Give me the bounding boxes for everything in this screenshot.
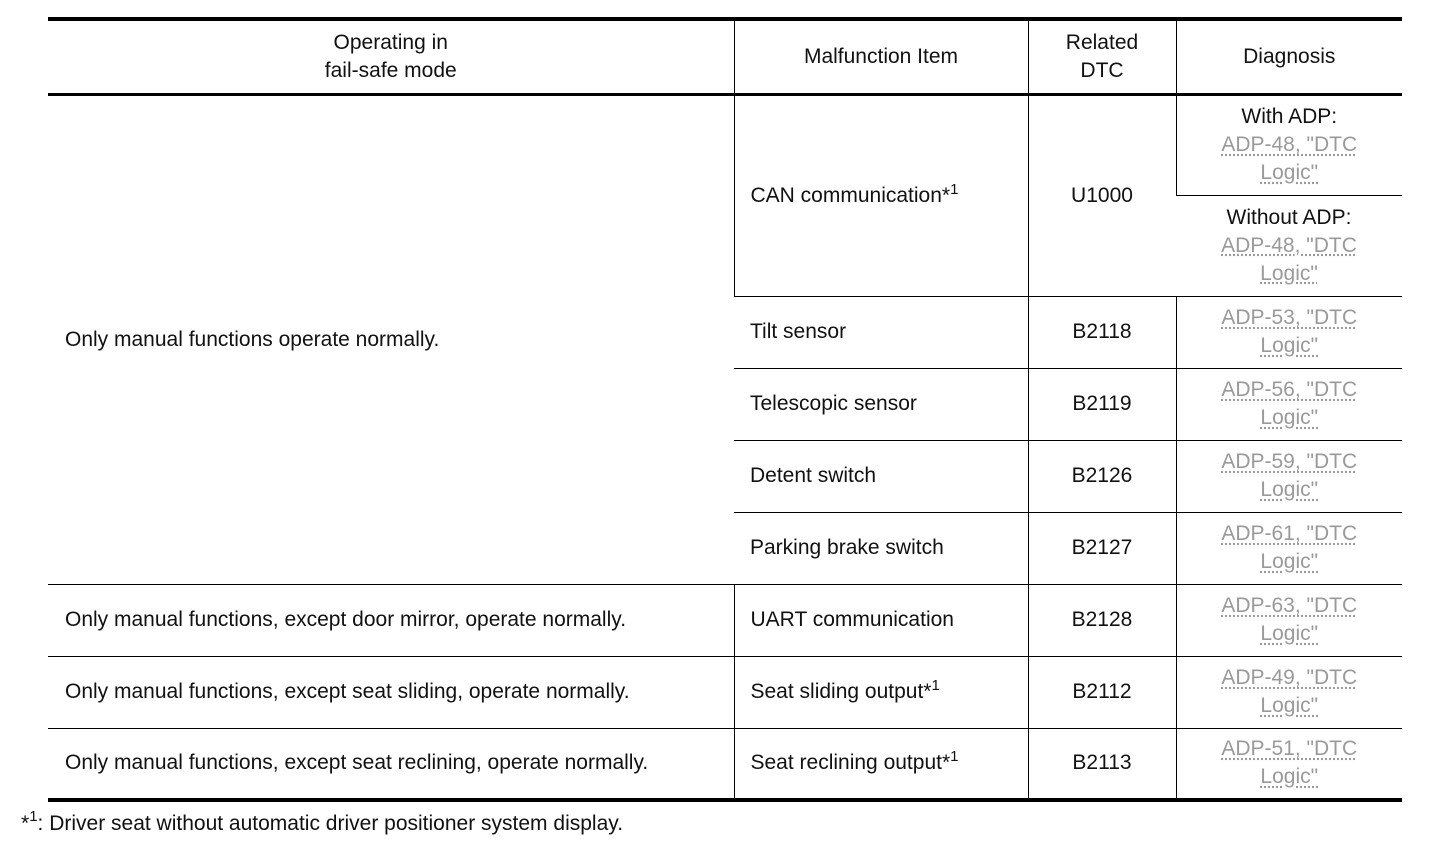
diagnosis-cell bbox=[1176, 440, 1402, 512]
dtc-logic-link[interactable] bbox=[1177, 592, 1403, 648]
diagnosis-cell-without-adp bbox=[1176, 195, 1402, 296]
dtc-cell: B2113 bbox=[1028, 728, 1176, 800]
link-line1: ADP-48, "DTC bbox=[1221, 233, 1357, 257]
link-line2: Logic" bbox=[1260, 478, 1319, 501]
item-cell bbox=[734, 656, 1028, 728]
link-line1: ADP-53, "DTC bbox=[1221, 306, 1358, 329]
footnote-ref: 1 bbox=[950, 748, 959, 766]
table-body bbox=[48, 94, 1402, 800]
link-line2: Logic" bbox=[1260, 406, 1319, 429]
header-dtc-line2: DTC bbox=[1080, 58, 1124, 82]
table-header bbox=[48, 19, 1402, 94]
diagnosis-cell bbox=[1176, 368, 1402, 440]
dtc-logic-link[interactable] bbox=[1177, 520, 1403, 576]
item-cell: Detent switch bbox=[734, 440, 1028, 512]
mode-cell: Only manual functions, except seat sliding, operate normally. bbox=[48, 656, 734, 728]
footnote bbox=[21, 810, 623, 838]
item-cell: UART communication bbox=[734, 584, 1028, 656]
diagnosis-cell bbox=[1176, 728, 1402, 800]
footnote-ref: 1 bbox=[931, 677, 940, 694]
link-line1: ADP-51, "DTC bbox=[1221, 737, 1358, 761]
header-diagnosis: Diagnosis bbox=[1176, 19, 1402, 94]
item-text: CAN communication* bbox=[750, 183, 951, 207]
footnote-ref: 1 bbox=[950, 180, 959, 198]
dtc-cell: B2128 bbox=[1028, 584, 1176, 656]
mode-cell: Only manual functions, except seat reclining, operate normally. bbox=[48, 728, 734, 800]
footnote-marker: * bbox=[21, 812, 30, 835]
link-line1: ADP-61, "DTC bbox=[1221, 522, 1358, 545]
link-line2: Logic" bbox=[1260, 694, 1319, 717]
link-line1: ADP-49, "DTC bbox=[1221, 666, 1358, 689]
diagnosis-cell bbox=[1176, 656, 1402, 728]
dtc-logic-link[interactable] bbox=[1177, 448, 1403, 504]
dtc-logic-link[interactable] bbox=[1177, 735, 1403, 791]
item-cell: Telescopic sensor bbox=[734, 368, 1028, 440]
item-text: Seat sliding output* bbox=[750, 680, 932, 703]
link-line2: Logic" bbox=[1260, 161, 1319, 184]
footnote-marker-sup: 1 bbox=[29, 808, 38, 825]
table-row bbox=[48, 94, 1402, 195]
dtc-cell: B2126 bbox=[1028, 440, 1176, 512]
item-cell: Tilt sensor bbox=[734, 296, 1028, 368]
link-line2: Logic" bbox=[1260, 550, 1319, 573]
diagnosis-cell bbox=[1176, 584, 1402, 656]
dtc-cell: B2119 bbox=[1028, 368, 1176, 440]
link-line2: Logic" bbox=[1260, 334, 1319, 357]
dtc-cell: U1000 bbox=[1028, 94, 1176, 296]
mode-cell: Only manual functions operate normally. bbox=[65, 327, 440, 351]
item-cell: Parking brake switch bbox=[734, 512, 1028, 584]
link-line1: ADP-56, "DTC bbox=[1221, 378, 1358, 401]
with-adp-label: With ADP: bbox=[1241, 105, 1338, 128]
link-line1: ADP-48, "DTC bbox=[1221, 133, 1358, 156]
dtc-logic-link[interactable] bbox=[1177, 664, 1403, 720]
table-row bbox=[48, 656, 1402, 728]
header-related-dtc bbox=[1028, 19, 1176, 94]
item-cell bbox=[734, 94, 1028, 296]
fail-safe-table bbox=[48, 17, 1402, 802]
diagnosis-cell-with-adp bbox=[1176, 94, 1402, 195]
dtc-cell: B2112 bbox=[1028, 656, 1176, 728]
without-adp-label: Without ADP: bbox=[1226, 205, 1352, 229]
mode-cell: Only manual functions, except door mirror, operate normally. bbox=[48, 584, 734, 656]
dtc-logic-link[interactable] bbox=[1176, 232, 1402, 288]
dtc-cell: B2118 bbox=[1028, 296, 1176, 368]
header-row bbox=[48, 19, 1402, 94]
header-mode-line1: Operating in bbox=[333, 30, 448, 54]
item-text: Seat reclining output* bbox=[750, 751, 951, 775]
link-line1: ADP-59, "DTC bbox=[1221, 450, 1358, 473]
link-line2: Logic" bbox=[1260, 622, 1319, 645]
table-row bbox=[48, 728, 1402, 800]
table-row bbox=[48, 584, 1402, 656]
link-line2: Logic" bbox=[1260, 765, 1319, 789]
dtc-cell: B2127 bbox=[1028, 512, 1176, 584]
dtc-logic-link[interactable] bbox=[1177, 376, 1403, 432]
item-cell bbox=[734, 728, 1028, 800]
header-mode-line2: fail-safe mode bbox=[324, 58, 457, 82]
header-malfunction-item: Malfunction Item bbox=[734, 19, 1028, 94]
header-fail-safe-mode bbox=[48, 19, 734, 94]
diagnosis-cell bbox=[1176, 296, 1402, 368]
header-dtc-line1: Related bbox=[1065, 30, 1139, 54]
footnote-text: : Driver seat without automatic driver positioner system display. bbox=[37, 812, 624, 835]
link-line2: Logic" bbox=[1260, 261, 1318, 285]
link-line1: ADP-63, "DTC bbox=[1221, 594, 1358, 617]
dtc-logic-link[interactable] bbox=[1177, 131, 1403, 187]
dtc-logic-link[interactable] bbox=[1177, 304, 1403, 360]
diagnosis-cell bbox=[1176, 512, 1402, 584]
